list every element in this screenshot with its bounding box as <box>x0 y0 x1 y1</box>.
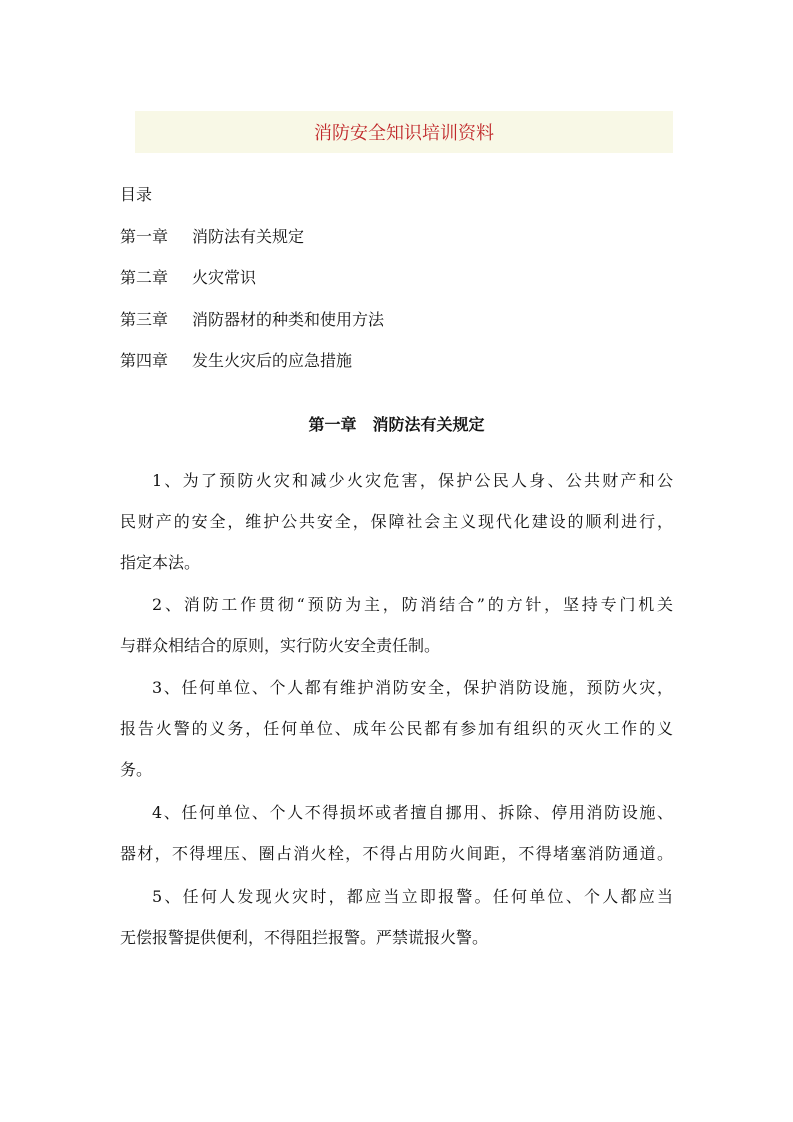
paragraph-line: 务。 <box>120 760 153 779</box>
toc-item-number: 第一章 <box>120 227 169 246</box>
toc-item-number: 第二章 <box>120 268 169 287</box>
toc-label: 目录 <box>120 185 153 204</box>
toc-item-text: 火灾常识 <box>192 268 257 287</box>
paragraph-line: 器材，不得埋压、圈占消火栓，不得占用防火间距，不得堵塞消防通道。 <box>120 844 673 863</box>
toc-item <box>120 268 256 288</box>
toc-item-number: 第四章 <box>120 351 169 370</box>
paragraph-line: 报告火警的义务，任何单位、成年公民都有参加有组织的灭火工作的义 <box>120 719 673 738</box>
paragraph-line: 3、任何单位、个人都有维护消防安全，保护消防设施，预防火灾， <box>152 678 673 697</box>
toc-item-number: 第三章 <box>120 310 169 329</box>
paragraph-line: 指定本法。 <box>120 553 201 572</box>
toc-item <box>120 351 352 371</box>
paragraph-line: 民财产的安全，维护公共安全，保障社会主义现代化建设的顺利进行， <box>120 512 673 531</box>
toc-item <box>120 227 304 247</box>
paragraph-line: 5、任何人发现火灾时，都应当立即报警。任何单位、个人都应当 <box>152 887 673 906</box>
toc-item-text: 消防法有关规定 <box>192 227 305 246</box>
paragraph-line: 无偿报警提供便利，不得阻拦报警。严禁谎报火警。 <box>120 928 489 947</box>
title-banner <box>135 111 673 153</box>
chapter-heading: 第一章 消防法有关规定 <box>308 415 485 434</box>
toc-item-text: 消防器材的种类和使用方法 <box>192 310 385 329</box>
toc-item <box>120 310 384 330</box>
paragraph-line: 4、任何单位、个人不得损坏或者擅自挪用、拆除、停用消防设施、 <box>152 803 673 822</box>
paragraph-line: 2、消防工作贯彻“预防为主，防消结合”的方针，坚持专门机关 <box>152 595 673 614</box>
paragraph-line: 1、为了预防火灾和减少火灾危害，保护公民人身、公共财产和公 <box>152 471 673 490</box>
paragraph-line: 与群众相结合的原则，实行防火安全责任制。 <box>120 636 441 655</box>
document-title: 消防安全知识培训资料 <box>314 123 494 144</box>
toc-item-text: 发生火灾后的应急措施 <box>192 351 353 370</box>
